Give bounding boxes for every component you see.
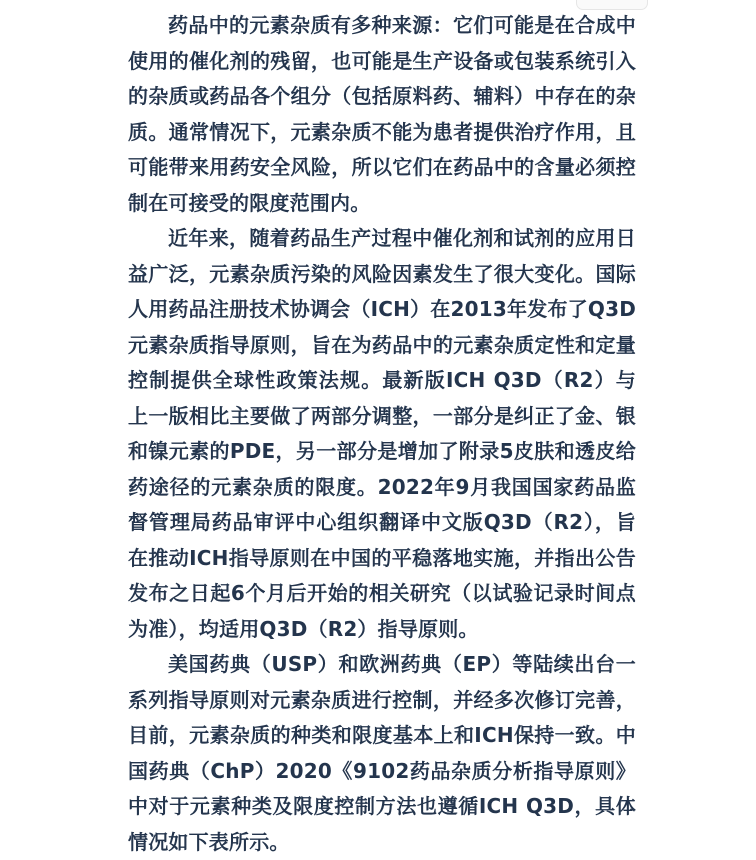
paragraph-element-impurity-sources: 药品中的元素杂质有多种来源：它们可能是在合成中使用的催化剂的残留，也可能是生产设备或包装系统引入的杂质或药品各个组分（包括原料药、辅料）中存在的杂质。通常情况下，元素杂质不能为患者提供治疗作用，且可能带来用药安全风险，所以它们在药品中的含量必须控制在可接受的限度范围内。 bbox=[128, 13, 636, 215]
article-body bbox=[128, 8, 636, 860]
paragraph-pharmacopoeia-guidelines: 美国药典（USP）和欧洲药典（EP）等陆续出台一系列指导原则对元素杂质进行控制，并经多次修订完善，目前，元素杂质的种类和限度基本上和ICH保持一致。中国药典（ChP）2020《9102药品杂质分析指导原则》中对于元素种类及限度控制方法也遵循ICH Q3D，具体情况如下表所示。 bbox=[128, 652, 636, 854]
paragraph-ich-q3d-history: 近年来，随着药品生产过程中催化剂和试剂的应用日益广泛，元素杂质污染的风险因素发生了很大变化。国际人用药品注册技术协调会（ICH）在2013年发布了Q3D元素杂质指导原则，旨在为药品中的元素杂质定性和定量控制提供全球性政策法规。最新版ICH Q3D（R2）与上一版相比主要做了两部分调整，一部分是纠正了金、银和镍元素的PDE，另一部分是增加了附录5皮肤和透皮给药途径的元素杂质的限度。2022年9月我国国家药品监督管理局药品审评中心组织翻译中文版Q3D（R2），旨在推动ICH指导原则在中国的平稳落地实施，并指出公告发布之日起6个月后开始的相关研究（以试验记录时间点为准），均适用Q3D（R2）指导原则。 bbox=[128, 226, 636, 641]
